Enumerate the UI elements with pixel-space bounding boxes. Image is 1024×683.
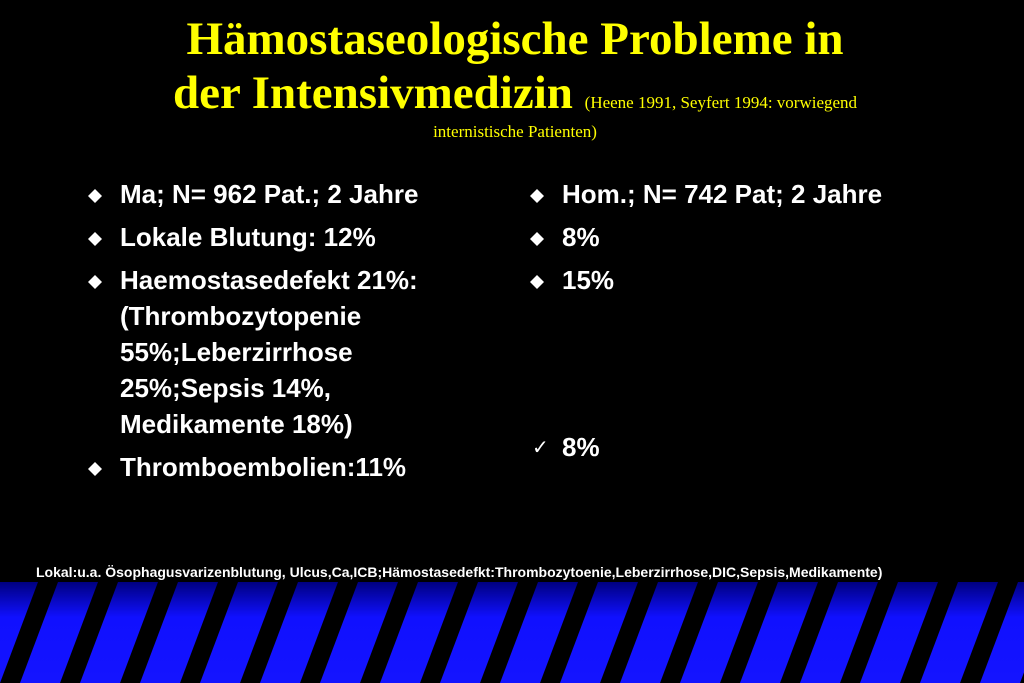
left-item-ma (88, 176, 488, 212)
diamond-bullet-icon (88, 232, 102, 246)
right-item-haemostasedefekt (530, 262, 970, 298)
right-item-blutung (530, 219, 970, 255)
left-item-lokale-blutung (88, 219, 488, 255)
left-item-haemostasedefekt (88, 262, 488, 442)
left-item-text: Lokale Blutung: 12% (120, 222, 376, 252)
slide-title (60, 12, 970, 142)
checkmark-icon: ✓ (532, 435, 549, 459)
right-item-text: 8% (562, 222, 600, 252)
left-item-text: Haemostasedefekt 21%: (Thrombozytopenie 55%;Leberzirrhose 25%;Sepsis 14%, Medikamente 18%) (120, 265, 418, 439)
left-item-text: Ma; N= 962 Pat.; 2 Jahre (120, 179, 419, 209)
right-item-text: 8% (562, 432, 600, 462)
right-column (530, 176, 970, 472)
title-note-part-1: (Heene 1991, Seyfert 1994: vorwiegend (584, 93, 858, 112)
right-item-thromboembolien (530, 429, 970, 465)
left-column (88, 176, 488, 492)
footnote: Lokal:u.a. Ösophagusvarizenblutung, Ulcus,Ca,ICB;Hämostasedefkt:Thrombozytoenie,Leberzirrhose,DIC,Sepsis,Medikamente) (36, 564, 883, 580)
right-item-text: 15% (562, 265, 615, 295)
title-line-1: Hämostaseologische Probleme in (186, 13, 844, 65)
diamond-bullet-icon (530, 232, 544, 246)
diamond-bullet-icon (530, 189, 544, 203)
left-item-thromboembolien (88, 449, 488, 485)
diagonal-stripe-band (0, 582, 1024, 683)
diamond-bullet-icon (88, 275, 102, 289)
diamond-bullet-icon (88, 462, 102, 476)
diamond-bullet-icon (530, 275, 544, 289)
left-item-text: Thromboembolien:11% (120, 452, 407, 482)
title-line-2: der Intensivmedizin (172, 67, 573, 119)
right-item-text: Hom.; N= 742 Pat; 2 Jahre (562, 179, 883, 209)
right-item-hom (530, 176, 970, 212)
title-note-part-2: internistische Patienten) (433, 122, 597, 141)
diamond-bullet-icon (88, 189, 102, 203)
